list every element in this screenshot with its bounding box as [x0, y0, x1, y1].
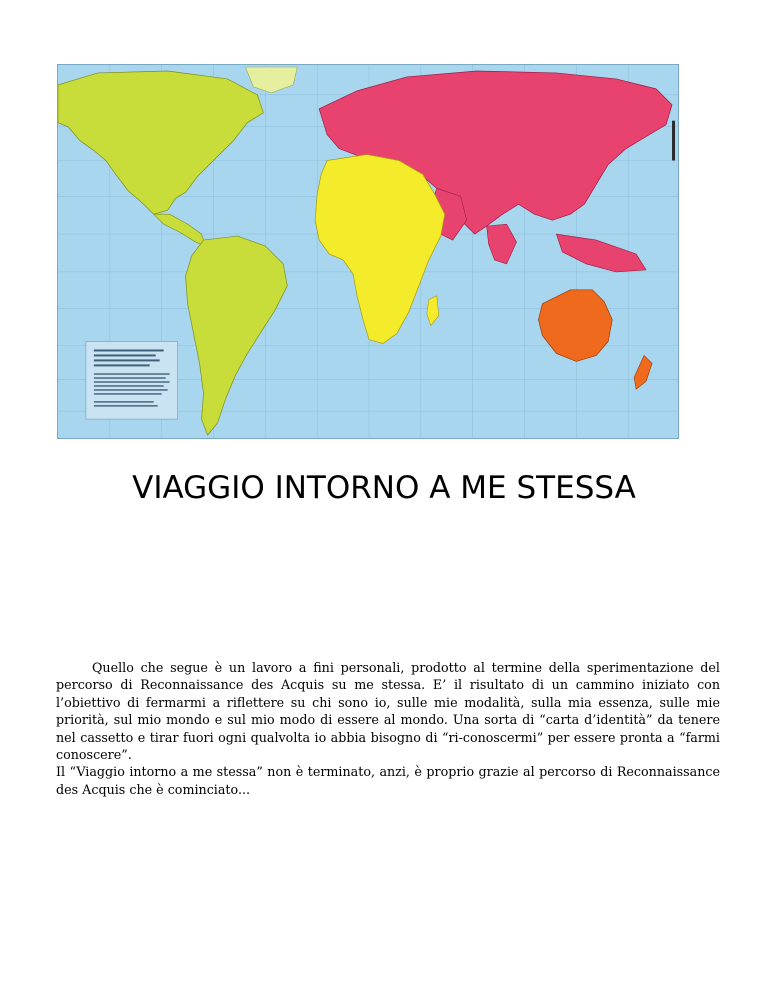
intro-text [56, 659, 720, 798]
scale-bar [672, 121, 675, 161]
intro-paragraph-2: Il “Viaggio intorno a me stessa” non è terminato, anzi, è proprio grazie al percorso di Reconnaissance des Acquis che è cominciato... [56, 764, 720, 797]
document-title: VIAGGIO INTORNO A ME STESSA [132, 470, 636, 506]
world-map-icon [58, 65, 678, 438]
intro-paragraph-1: Quello che segue è un lavoro a fini personali, prodotto al termine della sperimentazione del percorso di Reconnaissance des Acquis su me stessa. E’ il risultato di un cammino iniziato con l’obiettivo di fermarmi a riflettere su chi sono io, sulle mie modalità, sulla mia essenza, sulle mie priorità, sul mio mondo e sul mio modo di essere al mondo. Una sorta di “carta d’identità” da tenere nel cassetto e tirar fuori ogni qualvolta io abbia bisogno di “ri-conoscermi” per essere pronta a “farmi conoscere”. [56, 660, 720, 763]
world-map-image [57, 64, 679, 439]
map-legend-box [86, 342, 178, 420]
